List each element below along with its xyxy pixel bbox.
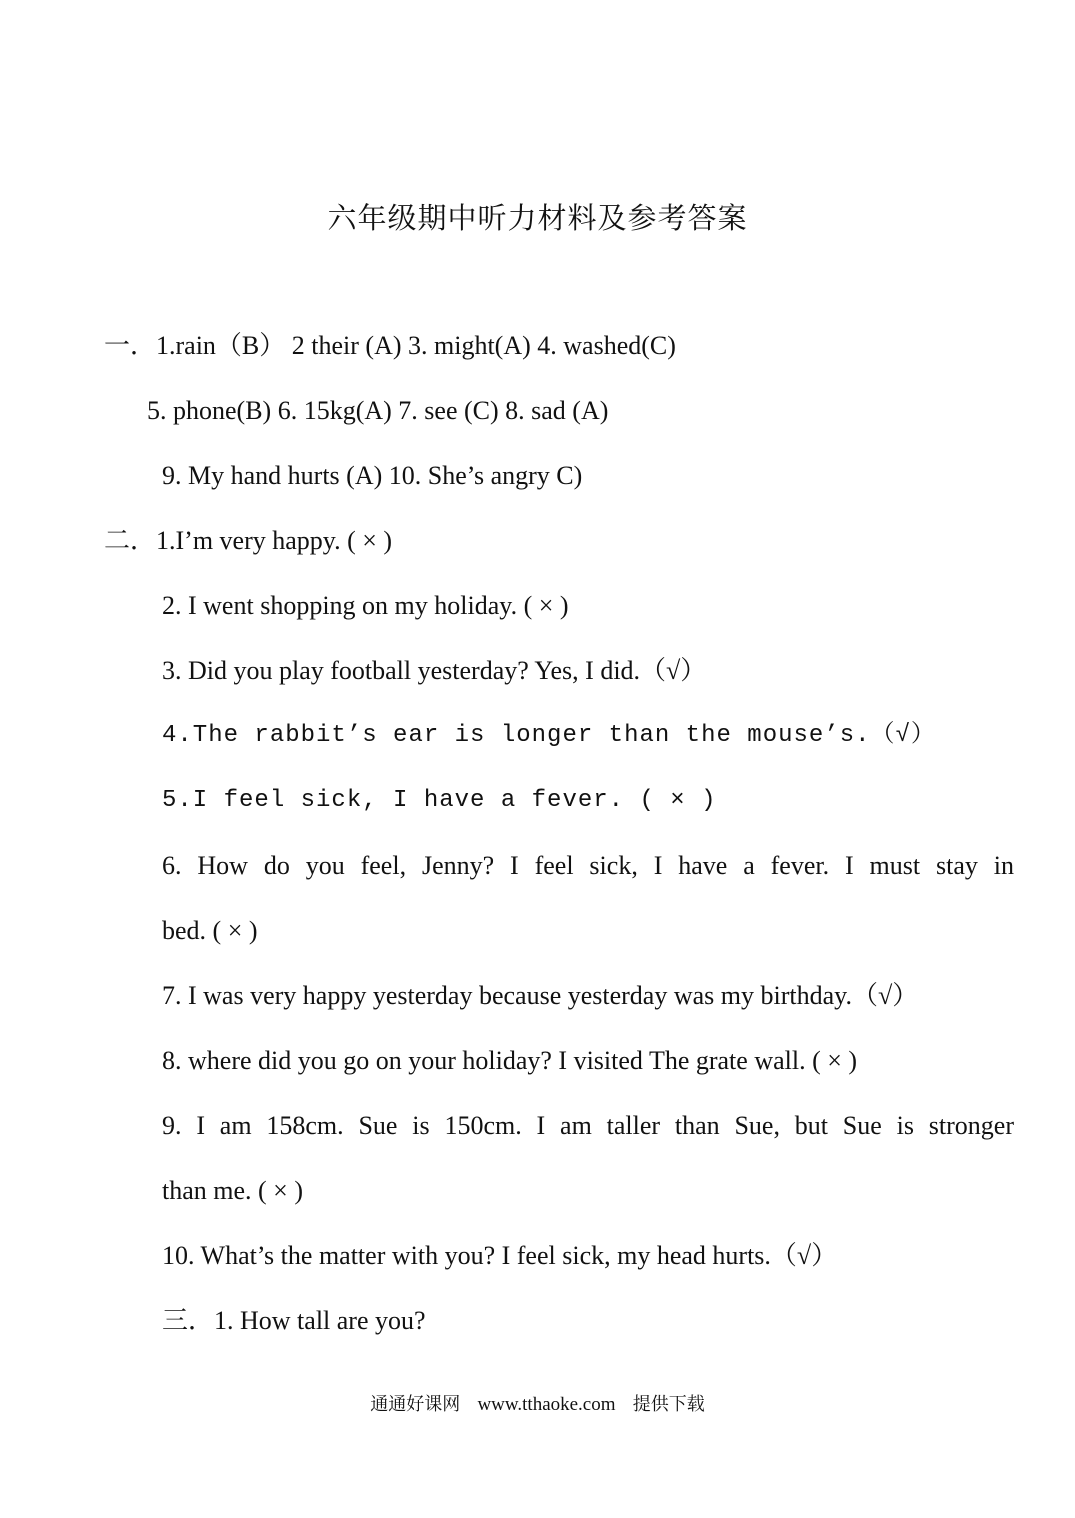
section2-line3: 3. Did you play football yesterday? Yes, I did.（√） (162, 656, 707, 685)
footer-site-name: 通通好课网 (370, 1394, 461, 1415)
section1-line3: 9. My hand hurts (A) 10. She’s angry C) (162, 461, 583, 490)
section2-line8: 8. where did you go on your holiday? I visited The grate wall. ( × ) (162, 1046, 858, 1075)
section2-line5: 5.I feel sick, I have a fever. ( × ) (162, 787, 717, 814)
section2-line2: 2. I went shopping on my holiday. ( × ) (162, 591, 569, 620)
section2-line9a: 9. I am 158cm. Sue is 150cm. I am taller than Sue, but Sue is stronger (162, 1111, 1014, 1140)
section2-line4: 4.The rabbit’s ear is longer than the mouse’s.（√） (162, 722, 936, 749)
section2-line6b: bed. ( × ) (162, 916, 258, 945)
section2-line7: 7. I was very happy yesterday because yesterday was my birthday.（√） (162, 981, 919, 1010)
footer-url[interactable]: www.tthaoke.com (477, 1394, 616, 1415)
footer-note: 提供下载 (632, 1394, 705, 1415)
section2-line9b: than me. ( × ) (162, 1176, 304, 1205)
section3-line1: 三．1. How tall are you? (162, 1306, 426, 1335)
section1-line1: 一．1.rain（B） 2 their (A) 3. might(A) 4. washed(C) (104, 331, 676, 360)
section2-line10: 10. What’s the matter with you? I feel sick, my head hurts.（√） (162, 1241, 838, 1270)
section2-line1: 二．1.I’m very happy. ( × ) (104, 526, 393, 555)
page-title: 六年级期中听力材料及参考答案 (327, 203, 748, 235)
section1-line2: 5. phone(B) 6. 15kg(A) 7. see (C) 8. sad (A) (147, 396, 609, 425)
footer (0, 1390, 1075, 1416)
section2-line6a: 6. How do you feel, Jenny? I feel sick, I have a fever. I must stay in (162, 851, 1014, 880)
